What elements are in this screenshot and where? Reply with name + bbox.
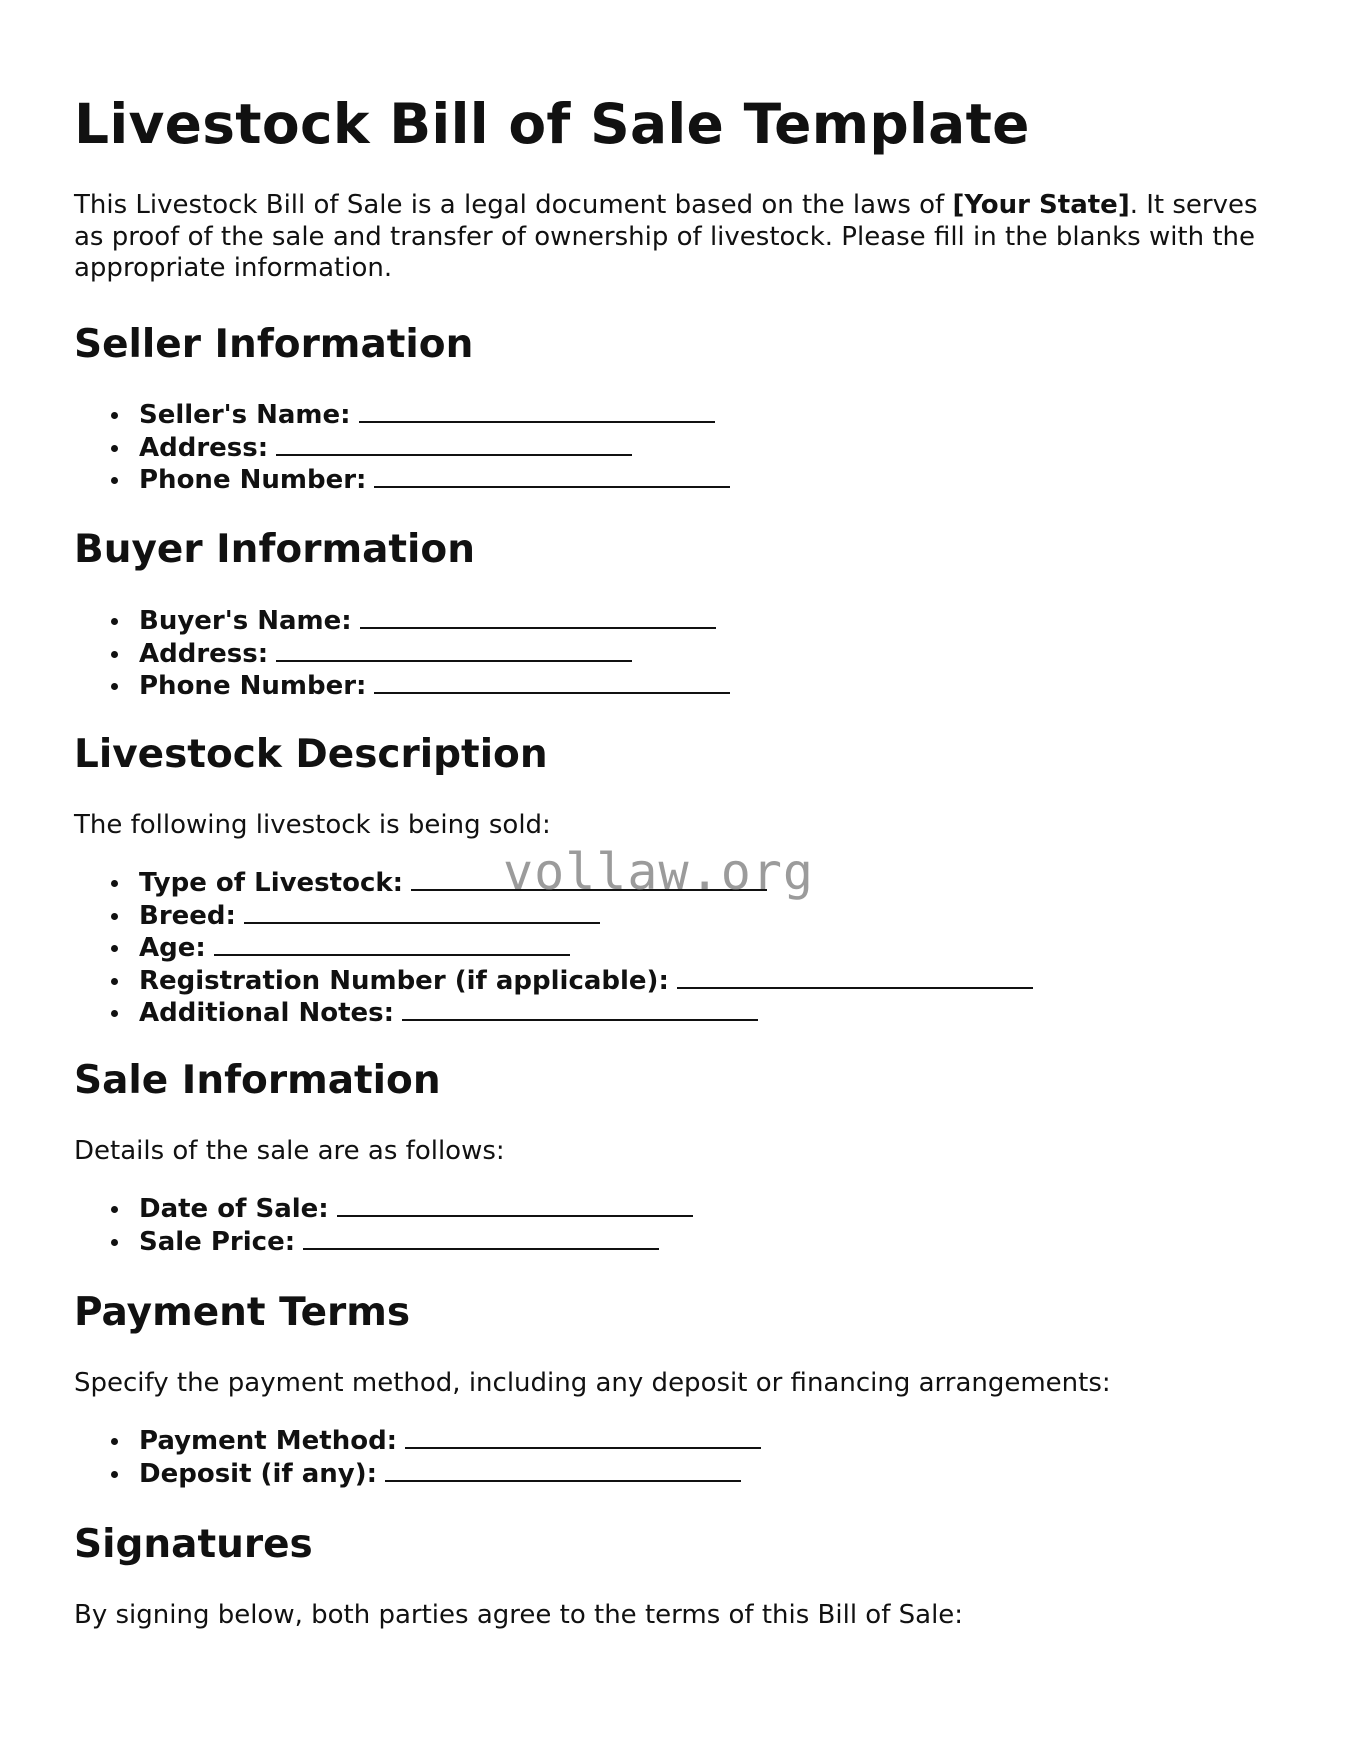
fill-blank[interactable] [374, 670, 730, 694]
intro-text-before: This Livestock Bill of Sale is a legal document based on the laws of [74, 190, 953, 220]
fill-blank[interactable] [276, 638, 632, 662]
field-label: Sale Price: [139, 1226, 296, 1257]
field-additional-notes [74, 997, 1033, 1030]
field-label: Phone Number: [139, 671, 367, 701]
field-date-of-sale [74, 1193, 693, 1226]
field-label: Deposit (if any): [139, 1458, 377, 1489]
field-seller-name [74, 399, 730, 432]
field-label: Seller's Name: [139, 400, 351, 430]
fill-blank[interactable] [337, 1193, 693, 1217]
fill-blank[interactable] [405, 1425, 761, 1449]
sale-heading: Sale Information [74, 1058, 441, 1103]
sale-lead: Details of the sale are as follows: [74, 1136, 505, 1166]
field-buyer-name [74, 605, 730, 638]
fill-blank[interactable] [360, 605, 716, 629]
fill-blank[interactable] [214, 932, 570, 956]
fill-blank[interactable] [402, 997, 758, 1021]
sale-fields [74, 1193, 693, 1258]
field-seller-address [74, 432, 730, 465]
fill-blank[interactable] [244, 900, 600, 924]
livestock-lead: The following livestock is being sold: [74, 810, 551, 840]
field-label: Payment Method: [139, 1426, 398, 1456]
field-age [74, 932, 1033, 965]
field-label: Additional Notes: [139, 998, 395, 1028]
field-label: Type of Livestock: [139, 868, 404, 898]
field-label: Date of Sale: [139, 1194, 329, 1224]
fill-blank[interactable] [374, 464, 730, 488]
field-breed [74, 900, 1033, 933]
signatures-lead: By signing below, both parties agree to the terms of this Bill of Sale: [74, 1600, 964, 1630]
field-label: Address: [139, 638, 269, 669]
field-registration-number [74, 965, 1033, 998]
field-label: Registration Number (if applicable): [139, 965, 669, 996]
field-label: Age: [139, 933, 206, 963]
payment-heading: Payment Terms [74, 1290, 411, 1335]
page-title: Livestock Bill of Sale Template [74, 92, 1030, 156]
field-buyer-phone [74, 670, 730, 703]
field-label: Address: [139, 432, 269, 463]
field-label: Breed: [139, 900, 236, 931]
seller-fields [74, 399, 730, 497]
fill-blank[interactable] [385, 1458, 741, 1482]
fill-blank[interactable] [303, 1226, 659, 1250]
state-placeholder: [Your State] [952, 190, 1130, 220]
intro-text-after: . It serves as proof of the sale and transfer of ownership of livestock. Please fill in the blanks with the appropriate information. [74, 190, 1258, 283]
signatures-heading: Signatures [74, 1522, 313, 1567]
field-deposit [74, 1458, 761, 1491]
payment-fields [74, 1425, 761, 1490]
field-sale-price [74, 1226, 693, 1259]
watermark-text: vollaw.org [503, 843, 815, 901]
field-payment-method [74, 1425, 761, 1458]
intro-paragraph [74, 190, 1274, 285]
buyer-fields [74, 605, 730, 703]
fill-blank[interactable] [677, 965, 1033, 989]
field-buyer-address [74, 638, 730, 671]
fill-blank[interactable] [359, 399, 715, 423]
livestock-heading: Livestock Description [74, 732, 548, 777]
buyer-heading: Buyer Information [74, 527, 475, 572]
field-label: Phone Number: [139, 465, 367, 495]
field-label: Buyer's Name: [139, 606, 352, 636]
field-seller-phone [74, 464, 730, 497]
payment-lead: Specify the payment method, including any deposit or financing arrangements: [74, 1368, 1111, 1398]
fill-blank[interactable] [276, 432, 632, 456]
seller-heading: Seller Information [74, 322, 474, 367]
